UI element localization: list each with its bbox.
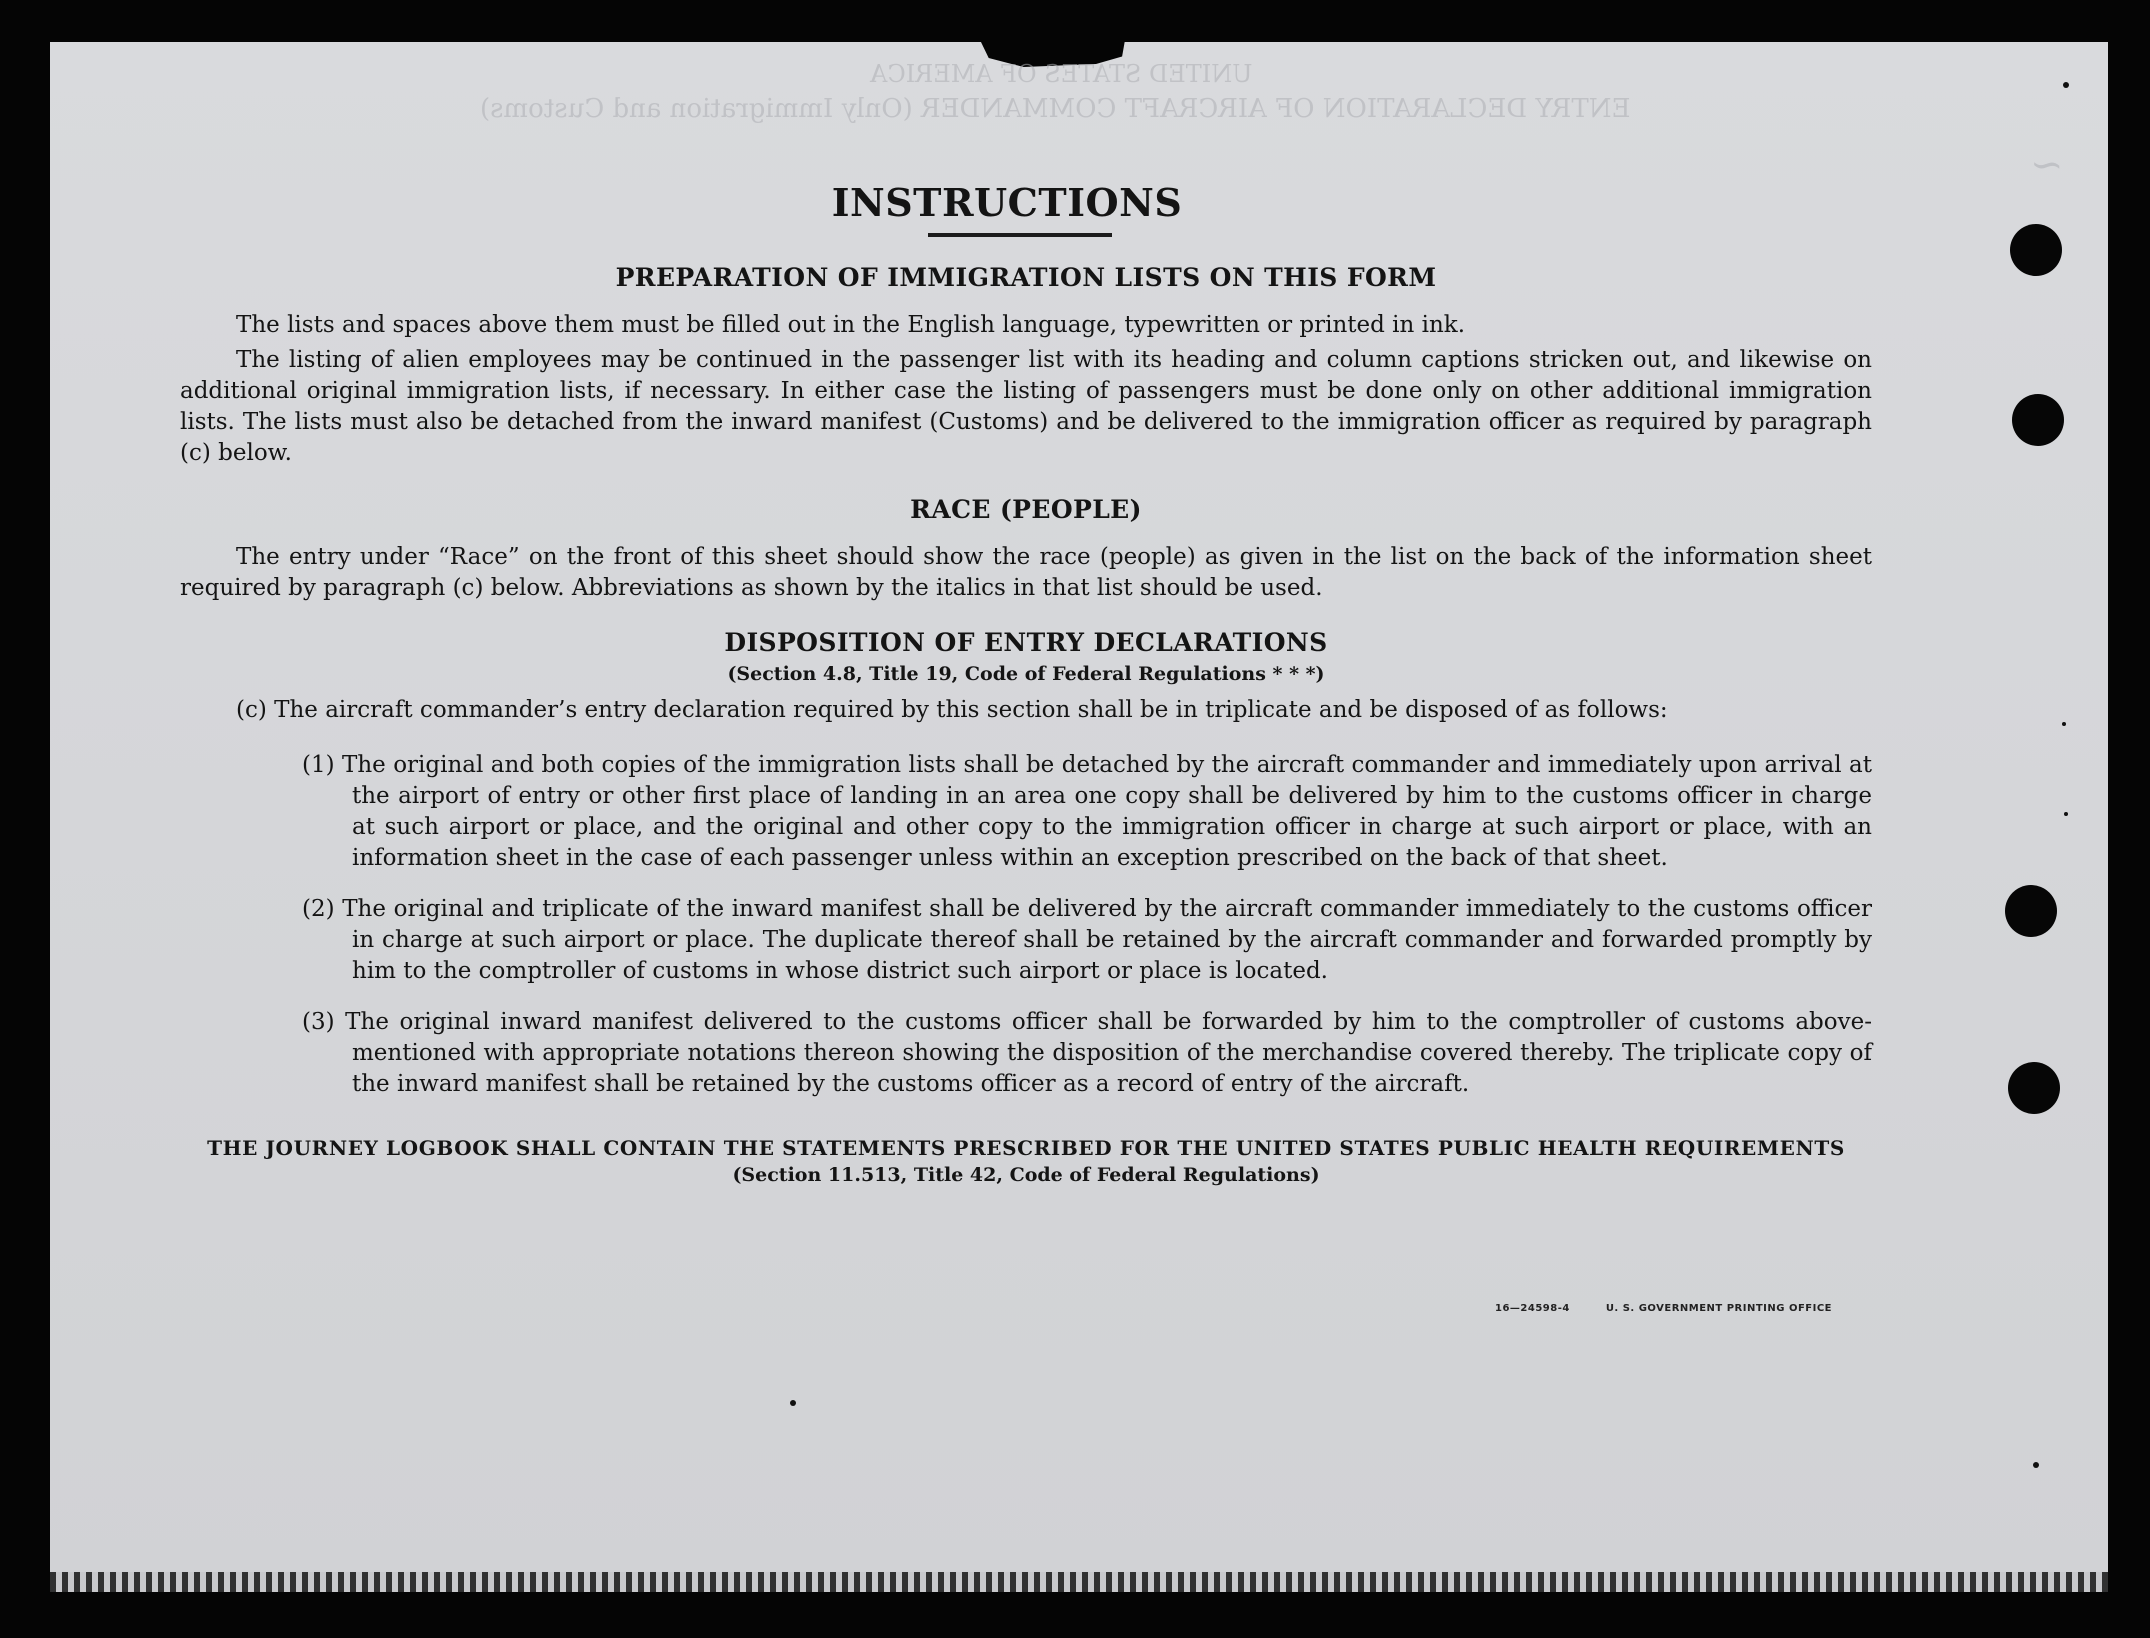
paragraph: The lists and spaces above them must be filled out in the English language, typewritten or printed in ink. (236, 312, 1466, 338)
bleed-through-text: ENTRY DECLARATION OF AIRCRAFT COMMANDER (Only Immigration and Customs) (480, 94, 1631, 124)
list-item: (3) The original inward manifest delivered to the customs officer shall be forwarded by him to the comptroller of customs above-mentioned with appropriate notations thereon showing the disposition of the merchandise covered thereby. The triplicate copy of the inward manifest shall be retained by the customs officer as a record of entry of the aircraft. (302, 1009, 1872, 1097)
speck (790, 1400, 796, 1406)
paragraph: The listing of alien employees may be continued in the passenger list with its heading and column captions stricken out, and likewise on additional original immigration lists, if necessary. In either case the listing of passengers must be done only on other additional immigration lists. The lists must also be detached from the inward manifest (Customs) and be delivered to the immigration officer as required by paragraph (c) below. (180, 347, 1872, 466)
list-item: (1) The original and both copies of the immigration lists shall be detached by the aircraft commander and immediately upon arrival at the airport of entry or other first place of landing in an area one copy shall be delivered by him to the customs officer in charge at such airport or place, and the original and other copy to the immigration officer in charge at such airport or place, with an information sheet in the case of each passenger unless within an exception prescribed on the back of that sheet. (302, 752, 1872, 871)
speck (2063, 82, 2069, 88)
bleed-through-text: UNITED STATES OF AMERICA (870, 60, 1253, 88)
section-heading-preparation: PREPARATION OF IMMIGRATION LISTS ON THIS FORM (615, 263, 1437, 292)
closing-statement: THE JOURNEY LOGBOOK SHALL CONTAIN THE STATEMENTS PRESCRIBED FOR THE UNITED STATES PUBLIC HEALTH REQUIREMENTS (207, 1136, 1845, 1160)
form-number: 16—24598‑4 (1495, 1303, 1570, 1314)
paragraph: The entry under “Race” on the front of this sheet should show the race (people) as given in the list on the back of the information sheet required by paragraph (c) below. Abbreviations as shown by the italics in that list should be used. (180, 544, 1872, 601)
punch-hole (2005, 885, 2057, 937)
section-citation: (Section 4.8, Title 19, Code of Federal Regulations * * *) (727, 663, 1325, 685)
punch-hole (2010, 224, 2062, 276)
closing-citation: (Section 11.513, Title 42, Code of Federal Regulations) (732, 1164, 1320, 1186)
section-heading-race: RACE (PEOPLE) (910, 495, 1142, 524)
paragraph-c: (c) The aircraft commander’s entry declaration required by this section shall be in triplicate and be disposed of as follows: (236, 697, 1668, 723)
punch-hole (2012, 394, 2064, 446)
punch-hole (2008, 1062, 2060, 1114)
printer-name: U. S. GOVERNMENT PRINTING OFFICE (1605, 1303, 1833, 1314)
list-item: (2) The original and triplicate of the inward manifest shall be delivered by the aircraft commander immediately to the customs officer in charge at such airport or place. The duplicate thereof shall be retained by the aircraft commander and forwarded promptly by him to the comptroller of customs in whose district such airport or place is located. (302, 896, 1872, 984)
page-title: INSTRUCTIONS (831, 180, 1183, 225)
speck (2064, 812, 2068, 816)
instructions-content (180, 180, 1872, 1186)
section-heading-disposition: DISPOSITION OF ENTRY DECLARATIONS (724, 628, 1328, 657)
title-underline (928, 233, 1112, 237)
perforated-edge (50, 1572, 2108, 1592)
bleed-through-handwriting: ~ (2030, 142, 2064, 188)
printer-imprint (1495, 1303, 1864, 1314)
speck (2062, 722, 2066, 726)
speck (2033, 1462, 2039, 1468)
